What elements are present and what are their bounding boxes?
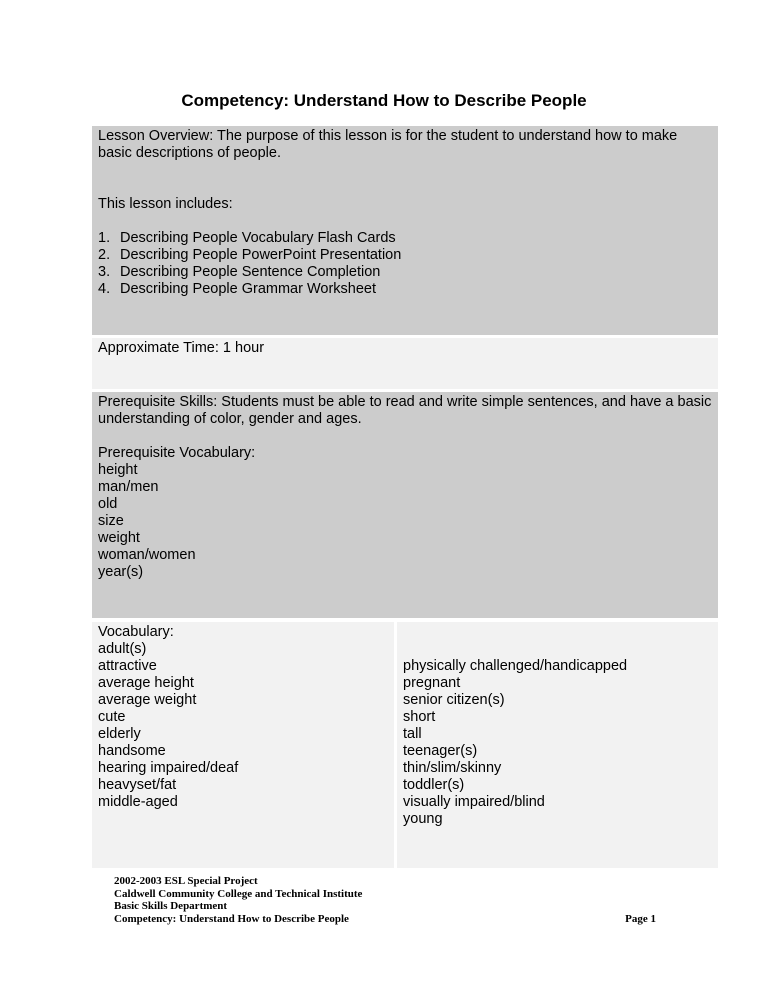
- lesson-overview-section: [92, 126, 718, 335]
- list-item: attractive: [98, 658, 157, 674]
- lesson-includes-label: This lesson includes:: [98, 196, 233, 212]
- vocabulary-left-list: [98, 641, 388, 811]
- list-item: hearing impaired/deaf: [98, 760, 239, 776]
- vocabulary-right-list: [403, 658, 712, 828]
- list-item: woman/women: [98, 547, 196, 563]
- list-item: pregnant: [403, 675, 461, 691]
- approximate-time-section: [92, 338, 718, 389]
- list-item: 3. Describing People Sentence Completion: [98, 264, 381, 280]
- list-item: tall: [403, 726, 422, 742]
- list-item: man/men: [98, 479, 159, 495]
- prerequisite-vocabulary-label: Prerequisite Vocabulary:: [98, 445, 256, 461]
- list-item: 4. Describing People Grammar Worksheet: [98, 281, 376, 297]
- list-item: teenager(s): [403, 743, 478, 759]
- list-item: year(s): [98, 564, 144, 580]
- lesson-includes-list: [98, 230, 712, 298]
- list-item: handsome: [98, 743, 166, 759]
- list-item: toddler(s): [403, 777, 465, 793]
- list-item: 2. Describing People PowerPoint Presentation: [98, 247, 402, 263]
- list-item: visually impaired/blind: [403, 794, 545, 810]
- prerequisite-vocabulary-list: [98, 462, 712, 581]
- vocabulary-right-cell: [397, 622, 718, 868]
- list-item: size: [98, 513, 124, 529]
- list-item: weight: [98, 530, 140, 546]
- list-item: height: [98, 462, 138, 478]
- page-footer: [114, 875, 656, 925]
- list-item: senior citizen(s): [403, 692, 505, 708]
- list-item: young: [403, 811, 443, 827]
- list-item: thin/slim/skinny: [403, 760, 502, 776]
- list-item: adult(s): [98, 641, 147, 657]
- prerequisite-skills-text: Prerequisite Skills: Students must be able to read and write simple sentences, and have a basic understanding of color, gender and ages.: [98, 394, 712, 427]
- list-item: 1. Describing People Vocabulary Flash Cards: [98, 230, 396, 246]
- lesson-overview-text: Lesson Overview: The purpose of this lesson is for the student to understand how to make basic descriptions of people.: [98, 128, 678, 161]
- list-item: elderly: [98, 726, 141, 742]
- approximate-time-text: Approximate Time: 1 hour: [98, 340, 265, 356]
- list-item: short: [403, 709, 436, 725]
- footer-institution: Caldwell Community College and Technical Institute: [114, 887, 363, 900]
- prerequisite-section: [92, 392, 718, 618]
- list-item: physically challenged/handicapped: [403, 658, 628, 674]
- footer-department: Basic Skills Department: [114, 900, 228, 912]
- list-item: middle-aged: [98, 794, 178, 810]
- list-item: average weight: [98, 692, 197, 708]
- list-item: average height: [98, 675, 194, 691]
- vocabulary-left-cell: [92, 622, 394, 868]
- footer-project: 2002-2003 ESL Special Project: [114, 875, 258, 887]
- page-title: Competency: Understand How to Describe People: [181, 91, 587, 110]
- list-item: cute: [98, 709, 126, 725]
- page-number: Page 1: [625, 912, 656, 925]
- vocabulary-label: Vocabulary:: [98, 624, 174, 640]
- list-item: heavyset/fat: [98, 777, 177, 793]
- list-item: old: [98, 496, 118, 512]
- footer-competency: Competency: Understand How to Describe People: [114, 912, 349, 925]
